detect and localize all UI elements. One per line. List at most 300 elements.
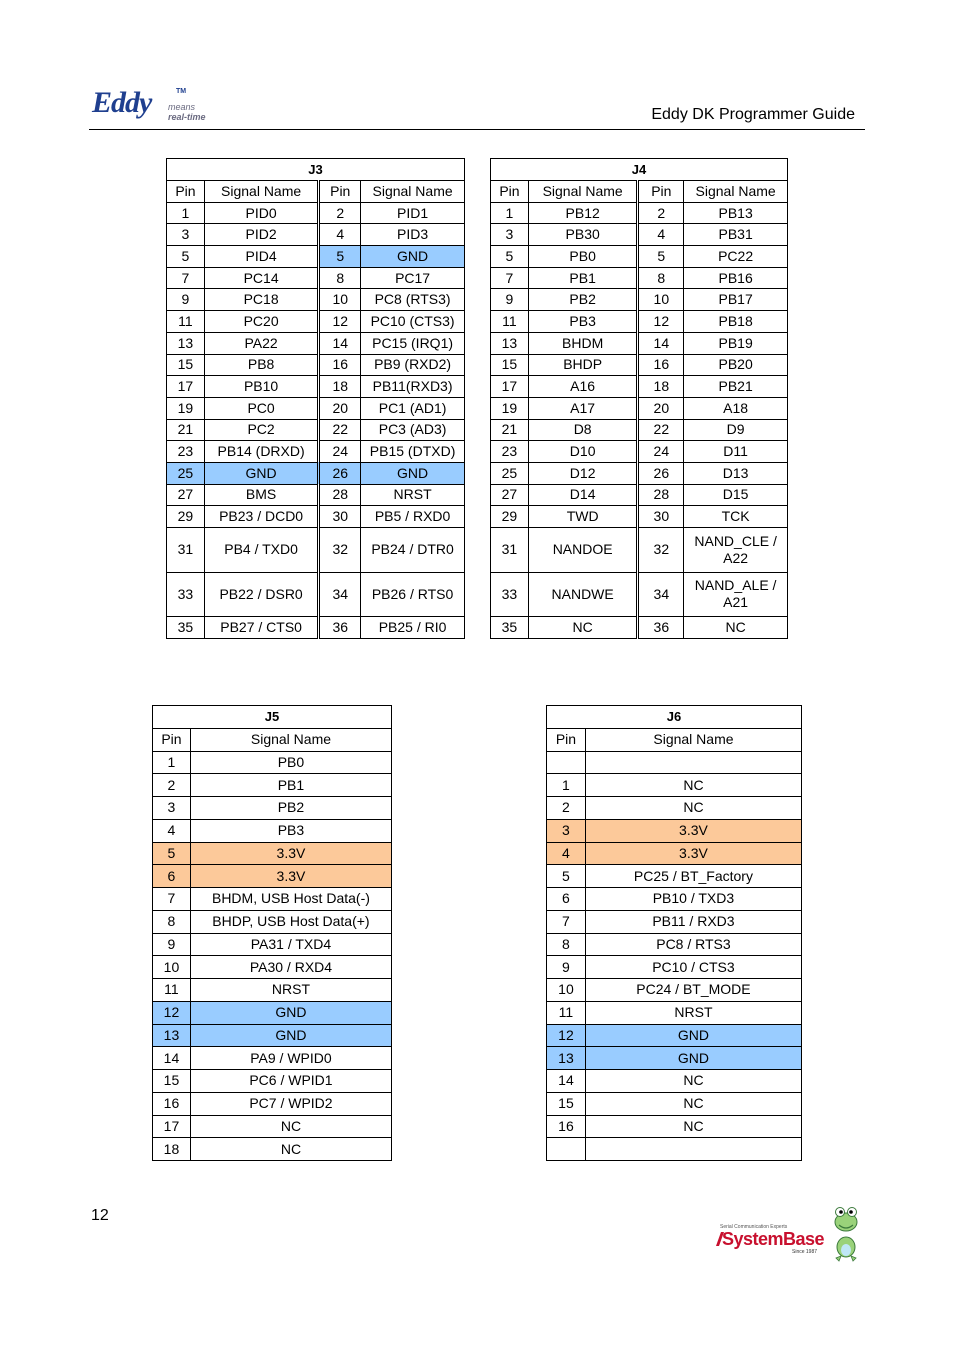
pin-number-cell: 32: [319, 528, 361, 573]
signal-name-cell: NC: [528, 617, 638, 639]
signal-name-cell: BHDP, USB Host Data(+): [190, 910, 391, 933]
pin-number-cell: 4: [319, 224, 361, 246]
pin-number-cell: 7: [547, 910, 586, 933]
signal-name-cell: NAND_CLE / A22: [684, 528, 788, 573]
table-row: [153, 751, 392, 774]
signal-name-cell: PB16: [684, 267, 788, 289]
table-row: [153, 888, 392, 911]
j5-title: J5: [153, 706, 392, 729]
pin-number-cell: 9: [167, 289, 205, 311]
signal-name-cell: PB5 / RXD0: [361, 506, 465, 528]
table-row: [153, 1138, 392, 1161]
pin-number-cell: [547, 1138, 586, 1161]
j6-title: J6: [547, 706, 802, 729]
table-row: [153, 797, 392, 820]
header-divider: [89, 129, 865, 130]
pin-number-cell: 13: [167, 332, 205, 354]
pin-number-cell: 29: [167, 506, 205, 528]
signal-name-cell: A16: [528, 376, 638, 398]
pin-number-cell: 1: [491, 202, 529, 224]
systembase-logo: [710, 1200, 862, 1262]
j5-rows: [153, 751, 392, 1161]
table-row: [167, 572, 465, 617]
signal-name-cell: PC22: [684, 246, 788, 268]
pin-number-cell: 1: [167, 202, 205, 224]
pin-number-cell: 2: [319, 202, 361, 224]
table-row: [153, 819, 392, 842]
table-row: [547, 1047, 802, 1070]
pin-number-cell: 3: [167, 224, 205, 246]
signal-name-cell: PA31 / TXD4: [190, 933, 391, 956]
table-row: [167, 267, 465, 289]
signal-name-cell: GND: [361, 246, 465, 268]
pin-number-cell: 11: [153, 979, 191, 1002]
pin-number-cell: 15: [547, 1092, 586, 1115]
pin-number-cell: 1: [547, 774, 586, 797]
signal-name-cell: NANDOE: [528, 528, 638, 573]
pin-number-cell: 27: [491, 484, 529, 506]
table-row: [547, 1115, 802, 1138]
signal-name-cell: GND: [190, 1001, 391, 1024]
pin-number-cell: 16: [638, 354, 684, 376]
table-row: [491, 311, 788, 333]
pin-number-cell: 2: [638, 202, 684, 224]
table-row: [547, 1092, 802, 1115]
signal-name-cell: PB17: [684, 289, 788, 311]
pin-number-cell: 6: [153, 865, 191, 888]
signal-name-cell: PB22 / DSR0: [204, 572, 318, 617]
j3-pin-table: [166, 158, 465, 639]
table-row: [167, 528, 465, 573]
pin-number-cell: 12: [153, 1001, 191, 1024]
signal-name-cell: PB2: [528, 289, 638, 311]
pin-number-cell: 14: [638, 332, 684, 354]
signal-name-cell: PID4: [204, 246, 318, 268]
pin-number-cell: 16: [547, 1115, 586, 1138]
pin-number-cell: 23: [491, 441, 529, 463]
signal-name-cell: A17: [528, 397, 638, 419]
signal-name-cell: NC: [190, 1115, 391, 1138]
j4-pin-table: [490, 158, 788, 639]
pin-number-cell: 36: [638, 617, 684, 639]
signal-name-cell: PC14: [204, 267, 318, 289]
table-row: [167, 506, 465, 528]
table-row: [491, 419, 788, 441]
table-row: [153, 1001, 392, 1024]
signal-name-cell: NC: [585, 1070, 801, 1093]
pin-number-cell: 12: [319, 311, 361, 333]
signal-name-cell: PB10 / TXD3: [585, 888, 801, 911]
pin-number-cell: 26: [319, 462, 361, 484]
pin-number-cell: 9: [491, 289, 529, 311]
signal-name-cell: NANDWE: [528, 572, 638, 617]
pin-number-cell: 21: [167, 419, 205, 441]
table-row: [547, 1024, 802, 1047]
pin-number-cell: 15: [153, 1070, 191, 1093]
pin-number-cell: 35: [491, 617, 529, 639]
pin-number-cell: 27: [167, 484, 205, 506]
table-row: [153, 1115, 392, 1138]
pin-number-cell: 5: [319, 246, 361, 268]
pin-number-cell: 17: [491, 376, 529, 398]
pin-number-cell: 21: [491, 419, 529, 441]
j3-rows: [167, 202, 465, 638]
table-row: [167, 311, 465, 333]
signal-name-cell: PC8 / RTS3: [585, 933, 801, 956]
pin-number-cell: 18: [319, 376, 361, 398]
signal-name-cell: BHDM: [528, 332, 638, 354]
pin-number-cell: 14: [153, 1047, 191, 1070]
signal-name-cell: [585, 1138, 801, 1161]
signal-name-cell: [585, 751, 801, 774]
table-row: [167, 332, 465, 354]
signal-name-cell: 3.3V: [585, 842, 801, 865]
j4-title: J4: [491, 159, 788, 181]
table-row: [547, 1138, 802, 1161]
pin-number-cell: 25: [167, 462, 205, 484]
pin-number-cell: 32: [638, 528, 684, 573]
pin-number-cell: 4: [638, 224, 684, 246]
table-row: [491, 332, 788, 354]
signal-name-cell: PID3: [361, 224, 465, 246]
signal-name-cell: PB2: [190, 797, 391, 820]
document-title: Eddy DK Programmer Guide: [651, 106, 855, 123]
signal-name-cell: PC25 / BT_Factory: [585, 865, 801, 888]
signal-name-cell: PA9 / WPID0: [190, 1047, 391, 1070]
signal-name-cell: PB14 (DRXD): [204, 441, 318, 463]
pin-number-cell: 33: [167, 572, 205, 617]
pin-number-cell: 30: [319, 506, 361, 528]
table-row: [547, 774, 802, 797]
logo-tagline-means: means: [168, 102, 196, 112]
signal-name-cell: BMS: [204, 484, 318, 506]
signal-name-cell: D13: [684, 462, 788, 484]
signal-name-cell: PB11(RXD3): [361, 376, 465, 398]
signal-name-cell: GND: [361, 462, 465, 484]
signal-name-cell: PB31: [684, 224, 788, 246]
table-row: [547, 979, 802, 1002]
signal-name-cell: PC2: [204, 419, 318, 441]
signal-name-cell: TWD: [528, 506, 638, 528]
pin-number-cell: 22: [638, 419, 684, 441]
pin-number-cell: 5: [153, 842, 191, 865]
pin-number-cell: 10: [547, 979, 586, 1002]
signal-name-cell: NC: [585, 1092, 801, 1115]
pin-number-cell: 6: [547, 888, 586, 911]
j6-pin-table: [546, 705, 802, 1161]
signal-name-cell: PB13: [684, 202, 788, 224]
pin-number-cell: 12: [547, 1024, 586, 1047]
column-header: Signal Name: [204, 181, 318, 203]
pin-number-cell: 8: [319, 267, 361, 289]
signal-name-cell: PB4 / TXD0: [204, 528, 318, 573]
pin-number-cell: 12: [638, 311, 684, 333]
table-row: [167, 202, 465, 224]
signal-name-cell: NRST: [190, 979, 391, 1002]
pin-number-cell: 3: [153, 797, 191, 820]
table-row: [491, 462, 788, 484]
signal-name-cell: PB19: [684, 332, 788, 354]
table-row: [547, 842, 802, 865]
pin-number-cell: 5: [638, 246, 684, 268]
table-row: [491, 354, 788, 376]
table-row: [167, 397, 465, 419]
signal-name-cell: D15: [684, 484, 788, 506]
pin-number-cell: 2: [547, 797, 586, 820]
signal-name-cell: PB0: [190, 751, 391, 774]
signal-name-cell: PB8: [204, 354, 318, 376]
logo-tagline-realtime: real-time: [168, 112, 206, 122]
signal-name-cell: PC6 / WPID1: [190, 1070, 391, 1093]
table-row: [153, 1070, 392, 1093]
column-header: Pin: [638, 181, 684, 203]
signal-name-cell: PC8 (RTS3): [361, 289, 465, 311]
table-row: [491, 289, 788, 311]
signal-name-cell: 3.3V: [190, 865, 391, 888]
pin-number-cell: 4: [153, 819, 191, 842]
signal-name-cell: D14: [528, 484, 638, 506]
signal-name-cell: D9: [684, 419, 788, 441]
pin-number-cell: 36: [319, 617, 361, 639]
signal-name-cell: PB27 / CTS0: [204, 617, 318, 639]
pin-number-cell: 28: [319, 484, 361, 506]
table-row: [153, 1092, 392, 1115]
pin-number-cell: 31: [167, 528, 205, 573]
pin-number-cell: 8: [638, 267, 684, 289]
signal-name-cell: PB20: [684, 354, 788, 376]
signal-name-cell: GND: [204, 462, 318, 484]
page-number: 12: [91, 1207, 109, 1224]
pin-number-cell: 10: [319, 289, 361, 311]
signal-name-cell: D11: [684, 441, 788, 463]
table-row: [167, 354, 465, 376]
table-row: [167, 617, 465, 639]
pin-number-cell: 5: [491, 246, 529, 268]
signal-name-cell: PB1: [528, 267, 638, 289]
table-row: [547, 1070, 802, 1093]
table-row: [547, 888, 802, 911]
pin-number-cell: 13: [547, 1047, 586, 1070]
signal-name-cell: GND: [585, 1024, 801, 1047]
table-row: [167, 441, 465, 463]
signal-name-cell: PC15 (IRQ1): [361, 332, 465, 354]
pin-number-cell: 20: [638, 397, 684, 419]
table-row: [547, 819, 802, 842]
pin-number-cell: 20: [319, 397, 361, 419]
table-row: [491, 572, 788, 617]
pin-number-cell: 24: [319, 441, 361, 463]
table-row: [153, 1024, 392, 1047]
signal-name-cell: 3.3V: [585, 819, 801, 842]
table-row: [491, 224, 788, 246]
signal-name-cell: PC0: [204, 397, 318, 419]
signal-name-cell: PB9 (RXD2): [361, 354, 465, 376]
signal-name-cell: PB10: [204, 376, 318, 398]
pin-number-cell: 18: [638, 376, 684, 398]
pin-number-cell: 8: [547, 933, 586, 956]
brand-name: SystemBase: [722, 1229, 825, 1249]
pin-number-cell: 2: [153, 774, 191, 797]
pin-number-cell: 24: [638, 441, 684, 463]
signal-name-cell: PC17: [361, 267, 465, 289]
pin-number-cell: 14: [319, 332, 361, 354]
table-row: [167, 289, 465, 311]
signal-name-cell: PC10 (CTS3): [361, 311, 465, 333]
signal-name-cell: PB18: [684, 311, 788, 333]
signal-name-cell: PC1 (AD1): [361, 397, 465, 419]
table-row: [547, 956, 802, 979]
signal-name-cell: PB15 (DTXD): [361, 441, 465, 463]
pin-number-cell: 15: [167, 354, 205, 376]
column-header: Signal Name: [190, 728, 391, 751]
table-row: [153, 1047, 392, 1070]
table-row: [153, 842, 392, 865]
table-row: [167, 376, 465, 398]
pin-number-cell: 23: [167, 441, 205, 463]
signal-name-cell: PB25 / RI0: [361, 617, 465, 639]
signal-name-cell: 3.3V: [190, 842, 391, 865]
table-row: [491, 267, 788, 289]
pin-number-cell: 17: [153, 1115, 191, 1138]
signal-name-cell: A18: [684, 397, 788, 419]
table-row: [491, 484, 788, 506]
table-row: [547, 933, 802, 956]
pin-number-cell: 30: [638, 506, 684, 528]
column-header: Signal Name: [361, 181, 465, 203]
pin-number-cell: 5: [167, 246, 205, 268]
column-header: Pin: [547, 728, 586, 751]
table-row: [153, 865, 392, 888]
signal-name-cell: PA22: [204, 332, 318, 354]
signal-name-cell: NC: [585, 774, 801, 797]
signal-name-cell: BHDP: [528, 354, 638, 376]
table-row: [153, 933, 392, 956]
table-row: [167, 224, 465, 246]
table-row: [167, 419, 465, 441]
signal-name-cell: PB11 / RXD3: [585, 910, 801, 933]
column-header: Pin: [319, 181, 361, 203]
column-header: Signal Name: [528, 181, 638, 203]
signal-name-cell: NRST: [361, 484, 465, 506]
pin-number-cell: 16: [319, 354, 361, 376]
pin-number-cell: 25: [491, 462, 529, 484]
table-row: [153, 910, 392, 933]
signal-name-cell: PB23 / DCD0: [204, 506, 318, 528]
j5-pin-table: [152, 705, 392, 1161]
pin-number-cell: 11: [167, 311, 205, 333]
signal-name-cell: PB12: [528, 202, 638, 224]
signal-name-cell: D8: [528, 419, 638, 441]
brand-since: Since 1987: [792, 1249, 818, 1255]
signal-name-cell: PID2: [204, 224, 318, 246]
column-header: Pin: [491, 181, 529, 203]
pin-number-cell: 11: [491, 311, 529, 333]
signal-name-cell: NC: [684, 617, 788, 639]
pin-number-cell: 10: [153, 956, 191, 979]
pin-number-cell: 22: [319, 419, 361, 441]
pin-number-cell: 3: [491, 224, 529, 246]
frog-mascot-icon: [835, 1208, 857, 1262]
pin-number-cell: 7: [167, 267, 205, 289]
pin-number-cell: 7: [491, 267, 529, 289]
column-header: Pin: [167, 181, 205, 203]
signal-name-cell: GND: [585, 1047, 801, 1070]
table-row: [547, 865, 802, 888]
table-row: [491, 246, 788, 268]
pin-number-cell: 33: [491, 572, 529, 617]
table-row: [547, 910, 802, 933]
table-row: [153, 774, 392, 797]
pin-number-cell: 13: [491, 332, 529, 354]
pin-number-cell: 4: [547, 842, 586, 865]
pin-number-cell: 14: [547, 1070, 586, 1093]
pin-number-cell: 19: [167, 397, 205, 419]
signal-name-cell: PID1: [361, 202, 465, 224]
table-row: [491, 506, 788, 528]
table-row: [153, 956, 392, 979]
signal-name-cell: PC20: [204, 311, 318, 333]
signal-name-cell: PC18: [204, 289, 318, 311]
signal-name-cell: D12: [528, 462, 638, 484]
pin-number-cell: 9: [547, 956, 586, 979]
signal-name-cell: PC24 / BT_MODE: [585, 979, 801, 1002]
pin-number-cell: 1: [153, 751, 191, 774]
table-row: [491, 202, 788, 224]
signal-name-cell: D10: [528, 441, 638, 463]
table-row: [167, 246, 465, 268]
signal-name-cell: NC: [585, 797, 801, 820]
pin-number-cell: 7: [153, 888, 191, 911]
j3-title: J3: [167, 159, 465, 181]
column-header: Signal Name: [684, 181, 788, 203]
table-row: [491, 617, 788, 639]
pin-number-cell: 10: [638, 289, 684, 311]
logo-wordmark: Eddy: [92, 86, 152, 119]
signal-name-cell: PC7 / WPID2: [190, 1092, 391, 1115]
pin-number-cell: [547, 751, 586, 774]
table-row: [491, 397, 788, 419]
signal-name-cell: PB3: [190, 819, 391, 842]
pin-number-cell: 16: [153, 1092, 191, 1115]
pin-number-cell: 3: [547, 819, 586, 842]
table-row: [167, 462, 465, 484]
pin-number-cell: 13: [153, 1024, 191, 1047]
signal-name-cell: PB21: [684, 376, 788, 398]
signal-name-cell: NAND_ALE / A21: [684, 572, 788, 617]
signal-name-cell: PB26 / RTS0: [361, 572, 465, 617]
signal-name-cell: PB24 / DTR0: [361, 528, 465, 573]
pin-number-cell: 11: [547, 1001, 586, 1024]
signal-name-cell: PC10 / CTS3: [585, 956, 801, 979]
signal-name-cell: PB1: [190, 774, 391, 797]
signal-name-cell: NRST: [585, 1001, 801, 1024]
j4-rows: [491, 202, 788, 638]
table-row: [547, 797, 802, 820]
pin-number-cell: 34: [638, 572, 684, 617]
table-row: [491, 528, 788, 573]
brand-tagline: Serial Communication Experts: [720, 1224, 788, 1230]
j6-rows: [547, 751, 802, 1161]
signal-name-cell: PB0: [528, 246, 638, 268]
pin-number-cell: 35: [167, 617, 205, 639]
table-row: [491, 441, 788, 463]
pin-number-cell: 26: [638, 462, 684, 484]
logo-trademark: TM: [176, 88, 187, 95]
signal-name-cell: NC: [585, 1115, 801, 1138]
eddy-logo: [92, 86, 212, 126]
pin-number-cell: 18: [153, 1138, 191, 1161]
column-header: Signal Name: [585, 728, 801, 751]
